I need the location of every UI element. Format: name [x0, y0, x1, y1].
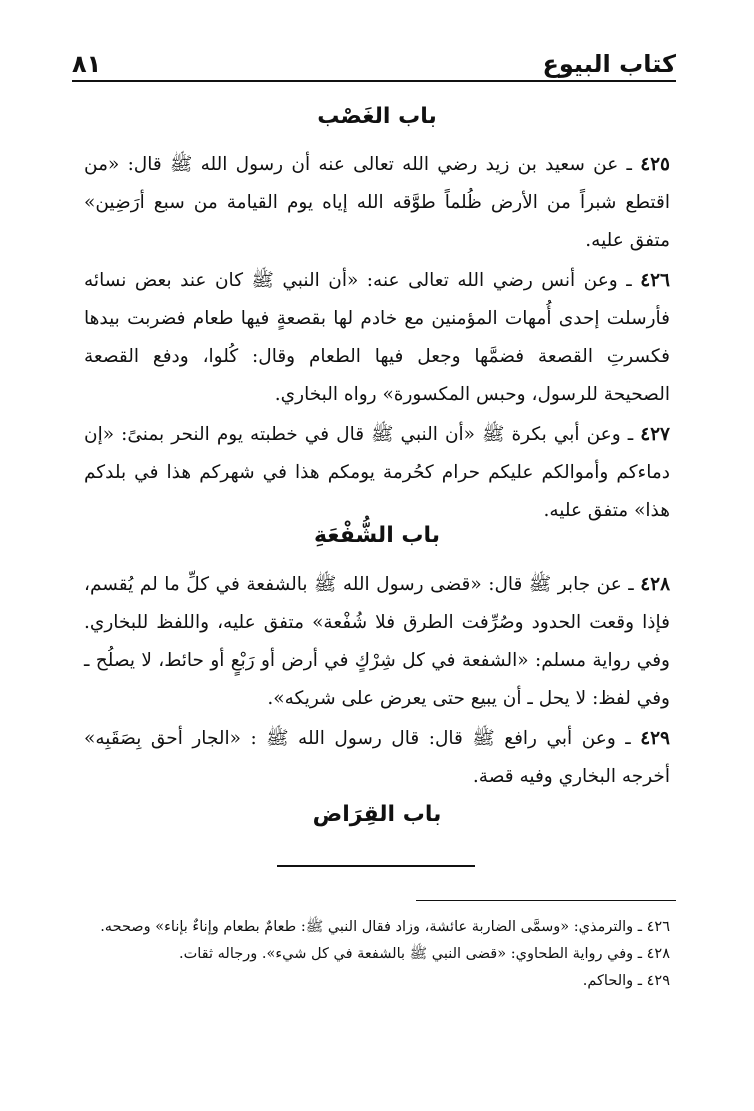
section-shufa-body	[84, 566, 670, 798]
section-title-ghasb: باب الغَصْب	[317, 104, 437, 129]
section-title-shufa: باب الشُّفْعَةِ	[313, 523, 441, 548]
hadith-number: ٤٢٩	[640, 728, 670, 749]
hadith-number: ٤٢٧	[640, 424, 670, 445]
book-title: كتاب البيوع	[542, 50, 676, 78]
hadith-429	[84, 720, 670, 796]
section-title-qirad: باب القِرَاض	[312, 802, 442, 827]
footnotes	[84, 914, 670, 995]
page-number: ٨١	[72, 50, 102, 78]
footnote-428: ٤٢٨ ـ وفي رواية الطحاوي: «قضى النبي ﷺ بالشفعة في كل شيء». ورجاله ثقات.	[179, 946, 670, 962]
hadith-427	[84, 416, 670, 530]
hadith-text: ـ وعن أبي رافع ﷺ قال: قال رسول الله ﷺ : «الجار أحق بِصَقَبِه» أخرجه البخاري وفيه قصة.	[84, 728, 670, 787]
footnote-rule	[416, 900, 676, 901]
hadith-number: ٤٢٦	[640, 270, 670, 291]
hadith-number: ٤٢٨	[640, 574, 671, 595]
hadith-text: ـ وعن أنس رضي الله تعالى عنه: «أن النبي ﷺ كان عند بعض نسائه فأرسلت إحدى أُمهات المؤمنين مع خادم لها بقصعةٍ فيها طعام فضربت بيدها فكسرتِ القصعة فضمَّها وجعل فيها الطعام وقال: كُلوا، ودفع القصعة الصحيحة للرسول، وحبس المكسورة» رواه البخاري.	[84, 270, 670, 405]
footnote-429: ٤٢٩ ـ والحاكم.	[582, 973, 670, 989]
hadith-number: ٤٢٥	[640, 154, 670, 175]
hadith-text: ـ عن سعيد بن زيد رضي الله تعالى عنه أن رسول الله ﷺ قال: «من اقتطع شبراً من الأرض ظُلماً طوَّقه الله إياه يوم القيامة من سبع أرَضِين» متفق عليه.	[84, 154, 670, 251]
header-rule	[72, 80, 676, 82]
page-header	[72, 48, 676, 82]
section-ghasb-body	[84, 146, 670, 532]
hadith-426	[84, 262, 670, 414]
hadith-428	[84, 566, 670, 718]
hadith-text: ـ عن جابر ﷺ قال: «قضى رسول الله ﷺ بالشفعة في كلِّ ما لم يُقسم، فإذا وقعت الحدود وصُرِّفت الطرق فلا شُفْعة» متفق عليه، واللفظ للبخاري. وفي رواية مسلم: «الشفعة في كل شِرْكٍ في أرض أو رَبْعٍ أو حائط، لا يصلُح ـ وفي لفظ: لا يحل ـ أن يبيع حتى يعرض على شريكه».	[84, 574, 670, 709]
hadith-425	[84, 146, 670, 260]
hadith-text: ـ وعن أبي بكرة ﷺ «أن النبي ﷺ قال في خطبته يوم النحر بمنىً: «إن دماءكم وأموالكم عليكم حرام كحُرمة يومكم هذا في شهركم هذا في بلدكم هذا» متفق عليه.	[84, 424, 670, 521]
section-separator	[277, 865, 475, 867]
footnote-426: ٤٢٦ ـ والترمذي: «وسمَّى الضاربة عائشة، وزاد فقال النبي ﷺ: طعامٌ بطعام وإناءٌ بإناء» وصححه.	[100, 919, 670, 935]
